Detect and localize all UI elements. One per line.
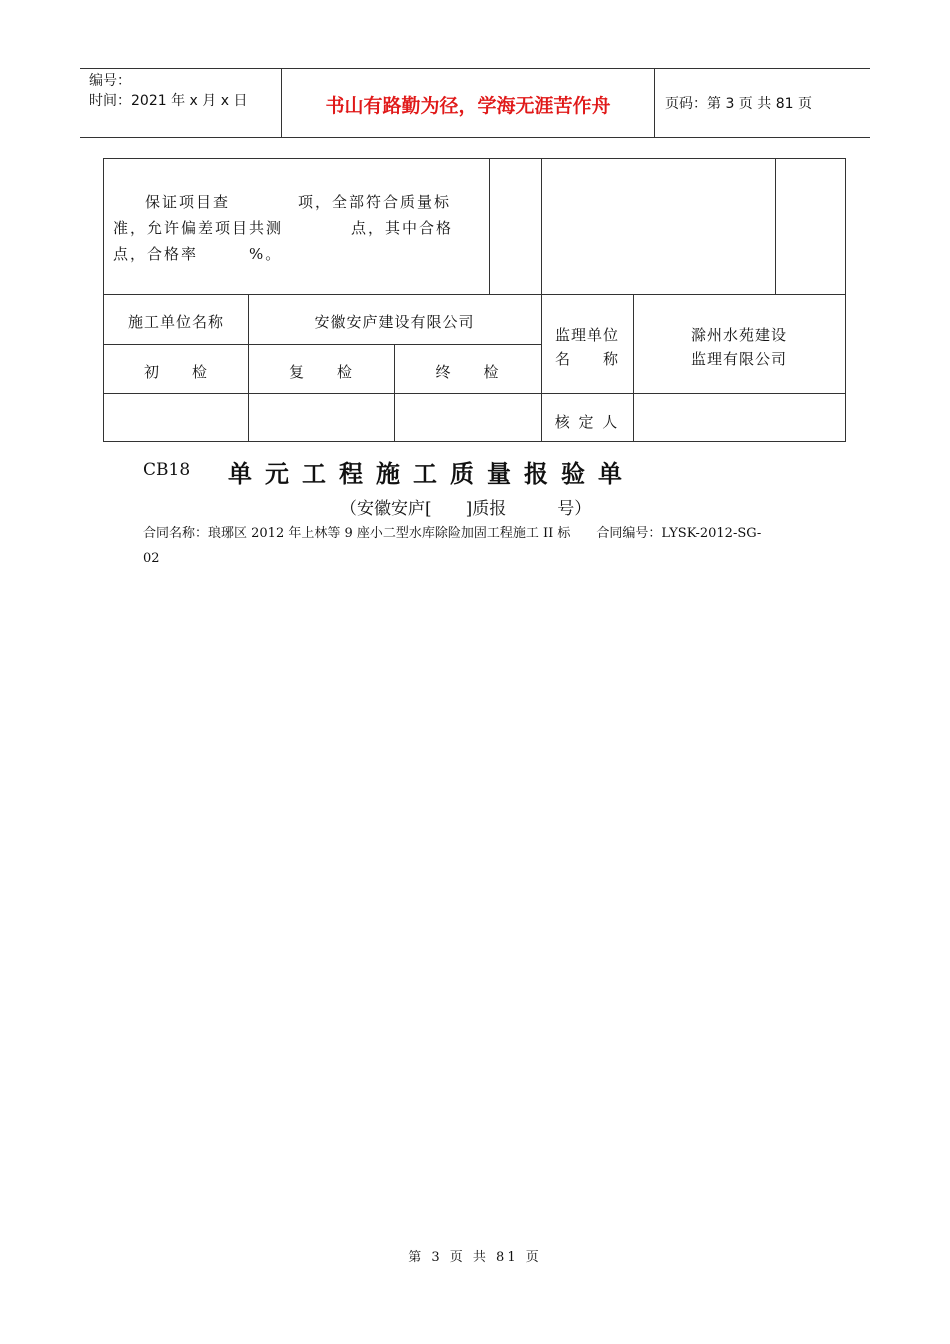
contractor-label: 施工单位名称 <box>127 313 224 331</box>
re-check-label: 复 检 <box>288 363 353 381</box>
supervisor-label-line: 监理单位 <box>554 326 619 344</box>
contract-line: 合同名称：琅琊区 2012 年上林等 9 座小二型水库除险加固工程施工 II 标 合同编号：LYSK-2012-SG- <box>143 526 762 541</box>
supervisor-label-line: 名 称 <box>554 350 619 368</box>
table-divider <box>489 159 490 294</box>
table-divider <box>775 159 776 294</box>
number-label: 编号： <box>89 73 131 89</box>
table-divider <box>541 159 542 442</box>
form-code: CB18 <box>143 460 191 480</box>
supervisor-value <box>633 323 845 371</box>
form-subtitle: （安徽安庐[ ]质报 号） <box>340 499 592 519</box>
contract-line: 02 <box>143 551 160 566</box>
header-meta <box>89 71 247 111</box>
first-check-label: 初 检 <box>143 363 208 381</box>
table-divider <box>104 294 845 295</box>
header-divider <box>654 69 655 137</box>
supervisor-value-line: 滁州水苑建设 <box>690 326 787 344</box>
table-divider <box>104 344 541 345</box>
inspection-table <box>103 158 846 442</box>
header-page-label: 页码：第 3 页 共 81 页 <box>665 96 812 112</box>
page-header <box>80 68 870 138</box>
summary-line: 保证项目查 项，全部符合质量标 <box>145 193 452 211</box>
summary-line: 点，合格率 %。 <box>113 245 283 263</box>
table-divider <box>104 393 845 394</box>
supervisor-label <box>541 323 633 371</box>
time-label: 时间：2021 年 x 月 x 日 <box>89 93 248 109</box>
approver-label: 核 定 人 <box>554 413 620 431</box>
supervisor-value-line: 监理有限公司 <box>690 350 787 368</box>
summary-line: 准，允许偏差项目共测 点，其中合格 <box>113 219 454 237</box>
page-footer: 第 3 页 共 81 页 <box>408 1250 542 1265</box>
inspection-summary <box>113 189 483 267</box>
contractor-value: 安徽安庐建设有限公司 <box>314 313 475 331</box>
final-check-label: 终 检 <box>435 363 500 381</box>
contract-info <box>143 521 823 571</box>
form-title: 单元工程施工质量报验单 <box>228 459 635 488</box>
header-motto: 书山有路勤为径，学海无涯苦作舟 <box>325 95 611 117</box>
